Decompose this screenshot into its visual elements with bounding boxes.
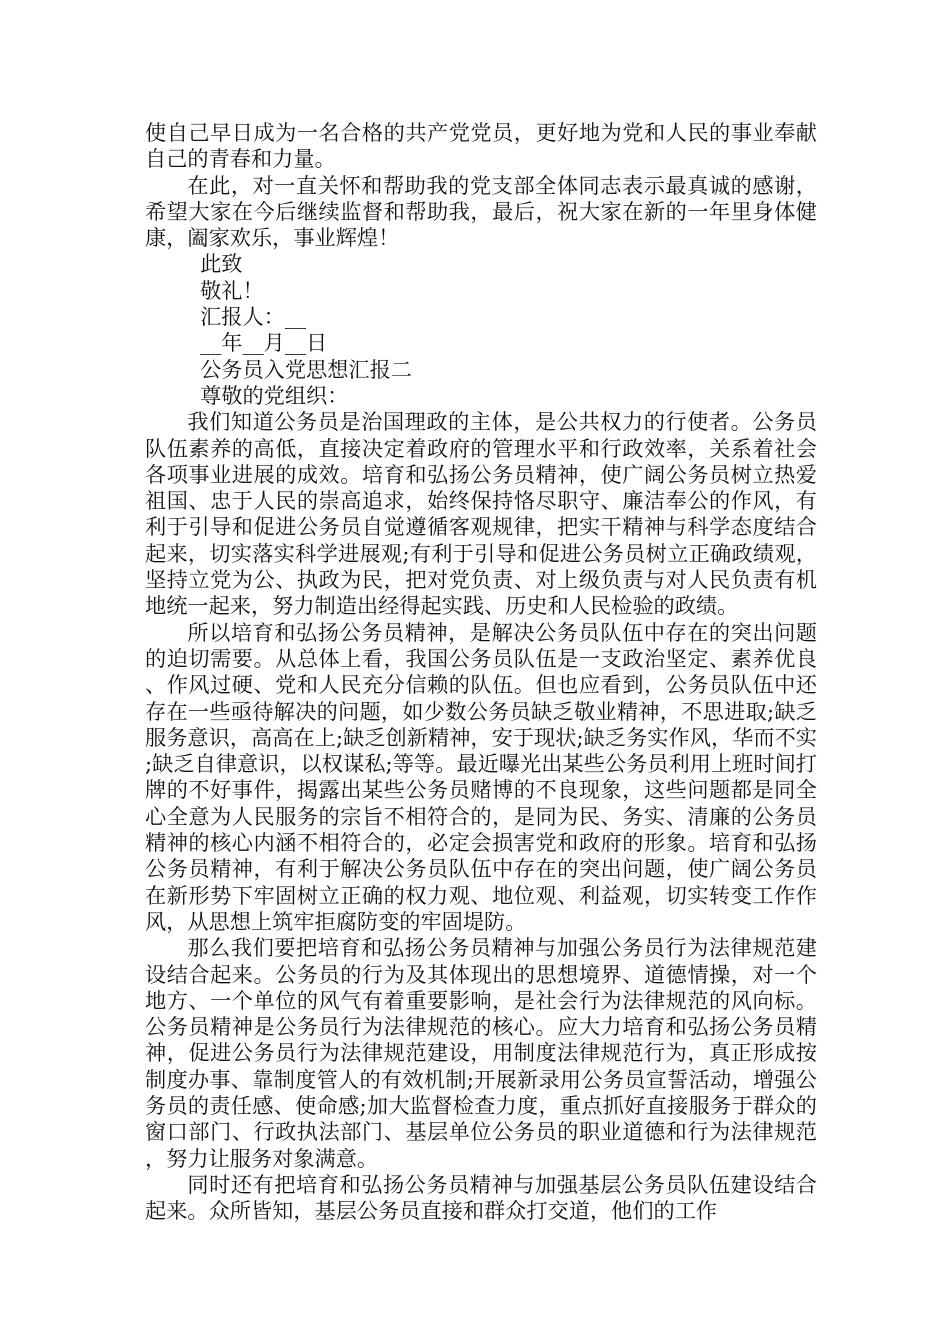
closing-respect: 敬礼！ (200, 277, 264, 303)
date-line: __年__月__日 (200, 330, 328, 356)
body-paragraph-4: 同时还有把培育和弘扬公务员精神与加强基层公务员队伍建设结合起来。众所皆知，基层公务员直接和群众打交道，他们的工作 (145, 1171, 817, 1224)
closing-salutation: 此致 (200, 251, 243, 277)
body-paragraph-3: 那么我们要把培育和弘扬公务员精神与加强公务员行为法律规范建设结合起来。公务员的行为及其体现出的思想境界、道德情操，对一个地方、一个单位的风气有着重要影响，是社会行为法律规范的风向标。公务员精神是公务员行为法律规范的核心。应大力培育和弘扬公务员精神，促进公务员行为法律规范建设，用制度法律规范行为，真正形成按制度办事、靠制度管人的有效机制;开展新录用公务员宣誓活动，增强公务员的责任感、使命感;加大监督检查力度，重点抓好直接服务于群众的窗口部门、行政执法部门、基层单位公务员的职业道德和行为法律规范，努力让服务对象满意。 (145, 935, 817, 1171)
paragraph-thanks: 在此，对一直关怀和帮助我的党支部全体同志表示最真诚的感谢，希望大家在今后继续监督和帮助我，最后，祝大家在新的一年里身体健康，阖家欢乐，事业辉煌！ (145, 172, 817, 251)
reporter-line: 汇报人：__ (200, 304, 307, 330)
greeting: 尊敬的党组织： (200, 382, 349, 408)
paragraph-continuation: 使自己早日成为一名合格的共产党党员，更好地为党和人民的事业奉献自己的青春和力量。 (145, 120, 817, 172)
section-title: 公务员入党思想汇报二 (200, 356, 412, 382)
body-paragraph-1: 我们知道公务员是治国理政的主体，是公共权力的行使者。公务员队伍素养的高低，直接决定着政府的管理水平和行政效率，关系着社会各项事业进展的成效。培育和弘扬公务员精神，使广阔公务员树立热爱祖国、忠于人民的崇高追求，始终保持恪尽职守、廉洁奉公的作风，有利于引导和促进公务员自觉遵循客观规律，把实干精神与科学态度结合起来，切实落实科学进展观;有利于引导和促进公务员树立正确政绩观，坚持立党为公、执政为民，把对党负责、对上级负责与对人民负责有机地统一起来，努力制造出经得起实践、历史和人民检验的政绩。 (145, 409, 817, 619)
body-paragraph-2: 所以培育和弘扬公务员精神，是解决公务员队伍中存在的突出问题的迫切需要。从总体上看，我国公务员队伍是一支政治坚定、素养优良、作风过硬、党和人民充分信赖的队伍。但也应看到，公务员队伍中还存在一些亟待解决的问题，如少数公务员缺乏敬业精神，不思进取;缺乏服务意识，高高在上;缺乏创新精神，安于现状;缺乏务实作风，华而不实;缺乏自律意识，以权谋私;等等。最近曝光出某些公务员利用上班时间打牌的不好事件，揭露出某些公务员赌博的不良现象，这些问题都是同全心全意为人民服务的宗旨不相符合的，是同为民、务实、清廉的公务员精神的核心内涵不相符合的，必定会损害党和政府的形象。培育和弘扬公务员精神，有利于解决公务员队伍中存在的突出问题，使广阔公务员在新形势下牢固树立正确的权力观、地位观、利益观，切实转变工作作风，从思想上筑牢拒腐防变的牢固堤防。 (145, 619, 817, 934)
document-page (145, 120, 817, 1224)
